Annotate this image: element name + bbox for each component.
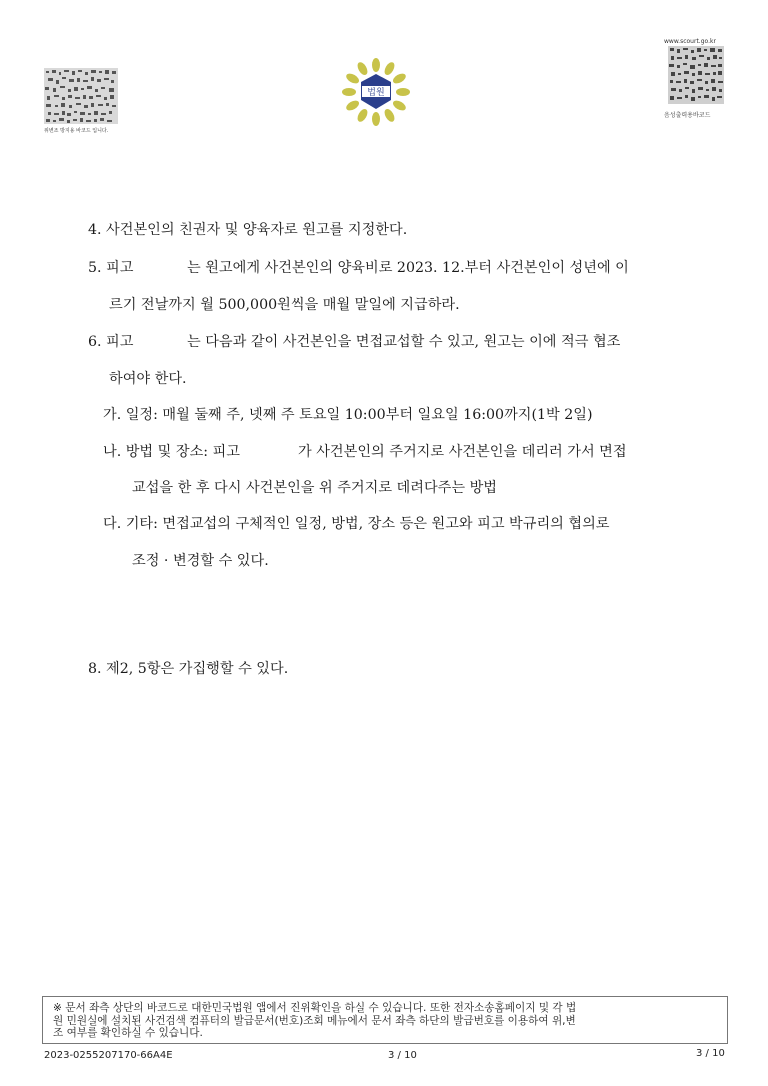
barcode-caption: 위변조 방지용 바코드 입니다. xyxy=(44,128,109,134)
page-number-center: 3 / 10 xyxy=(388,1050,417,1061)
notice-line-2: 원 민원실에 설치된 사건검색 컴퓨터의 발급문서(번호)조회 메뉴에서 문서 좌측 하단의 발급번호를 이용하여 위,변 xyxy=(53,1014,576,1027)
item-6-ga: 가. 일정: 매월 둘째 주, 넷째 주 토요일 10:00부터 일요일 16:00까지(1박 2일) xyxy=(103,407,593,423)
item-5-label: 5. 피고 xyxy=(88,260,134,276)
emblem-label: 법원 xyxy=(367,88,385,98)
audio-output-barcode xyxy=(668,46,724,104)
item-6-line-2: 하여야 한다. xyxy=(109,371,187,387)
item-6-na-line-1: 가 사건본인의 주거지로 사건본인을 데리러 가서 면접 xyxy=(298,444,627,460)
item-5-line-1: 는 원고에게 사건본인의 양육비로 2023. 12.부터 사건본인이 성년에 이 xyxy=(187,260,629,276)
item-6-da-line-2: 조정 · 변경할 수 있다. xyxy=(132,553,269,569)
item-6-da-line-1: 다. 기타: 면접교섭의 구체적인 일정, 방법, 장소 등은 원고와 피고 박규리의 협의로 xyxy=(103,516,610,532)
item-8: 8. 제2, 5항은 가집행할 수 있다. xyxy=(88,661,289,677)
site-url: www.scourt.go.kr xyxy=(664,38,716,45)
court-emblem-icon xyxy=(342,58,410,126)
item-6-label: 6. 피고 xyxy=(88,334,134,350)
item-5-line-2: 르기 전날까지 월 500,000원씩을 매월 말일에 지급하라. xyxy=(109,297,460,313)
item-6-na-line-2: 교섭을 한 후 다시 사건본인을 위 주거지로 데려다주는 방법 xyxy=(132,480,498,496)
page-number-right: 3 / 10 xyxy=(696,1048,725,1059)
item-4: 4. 사건본인의 친권자 및 양육자로 원고를 지정한다. xyxy=(88,222,408,238)
notice-line-3: 조 여부를 확인하실 수 있습니다. xyxy=(53,1027,203,1039)
notice-line-1: ※ 문서 좌측 상단의 바코드로 대한민국법원 앱에서 진위확인을 하실 수 있습니다. 또한 전자소송홈페이지 및 각 법 xyxy=(53,1002,577,1014)
verification-barcode xyxy=(44,68,118,124)
item-6-line-1: 는 다음과 같이 사건본인을 면접교섭할 수 있고, 원고는 이에 적극 협조 xyxy=(187,334,621,350)
issue-number: 2023-0255207170-66A4E xyxy=(44,1050,173,1061)
item-6-na-label: 나. 방법 및 장소: 피고 xyxy=(103,444,240,460)
audio-barcode-caption: 음성출력용바코드 xyxy=(664,112,711,119)
verification-notice xyxy=(42,996,728,1044)
